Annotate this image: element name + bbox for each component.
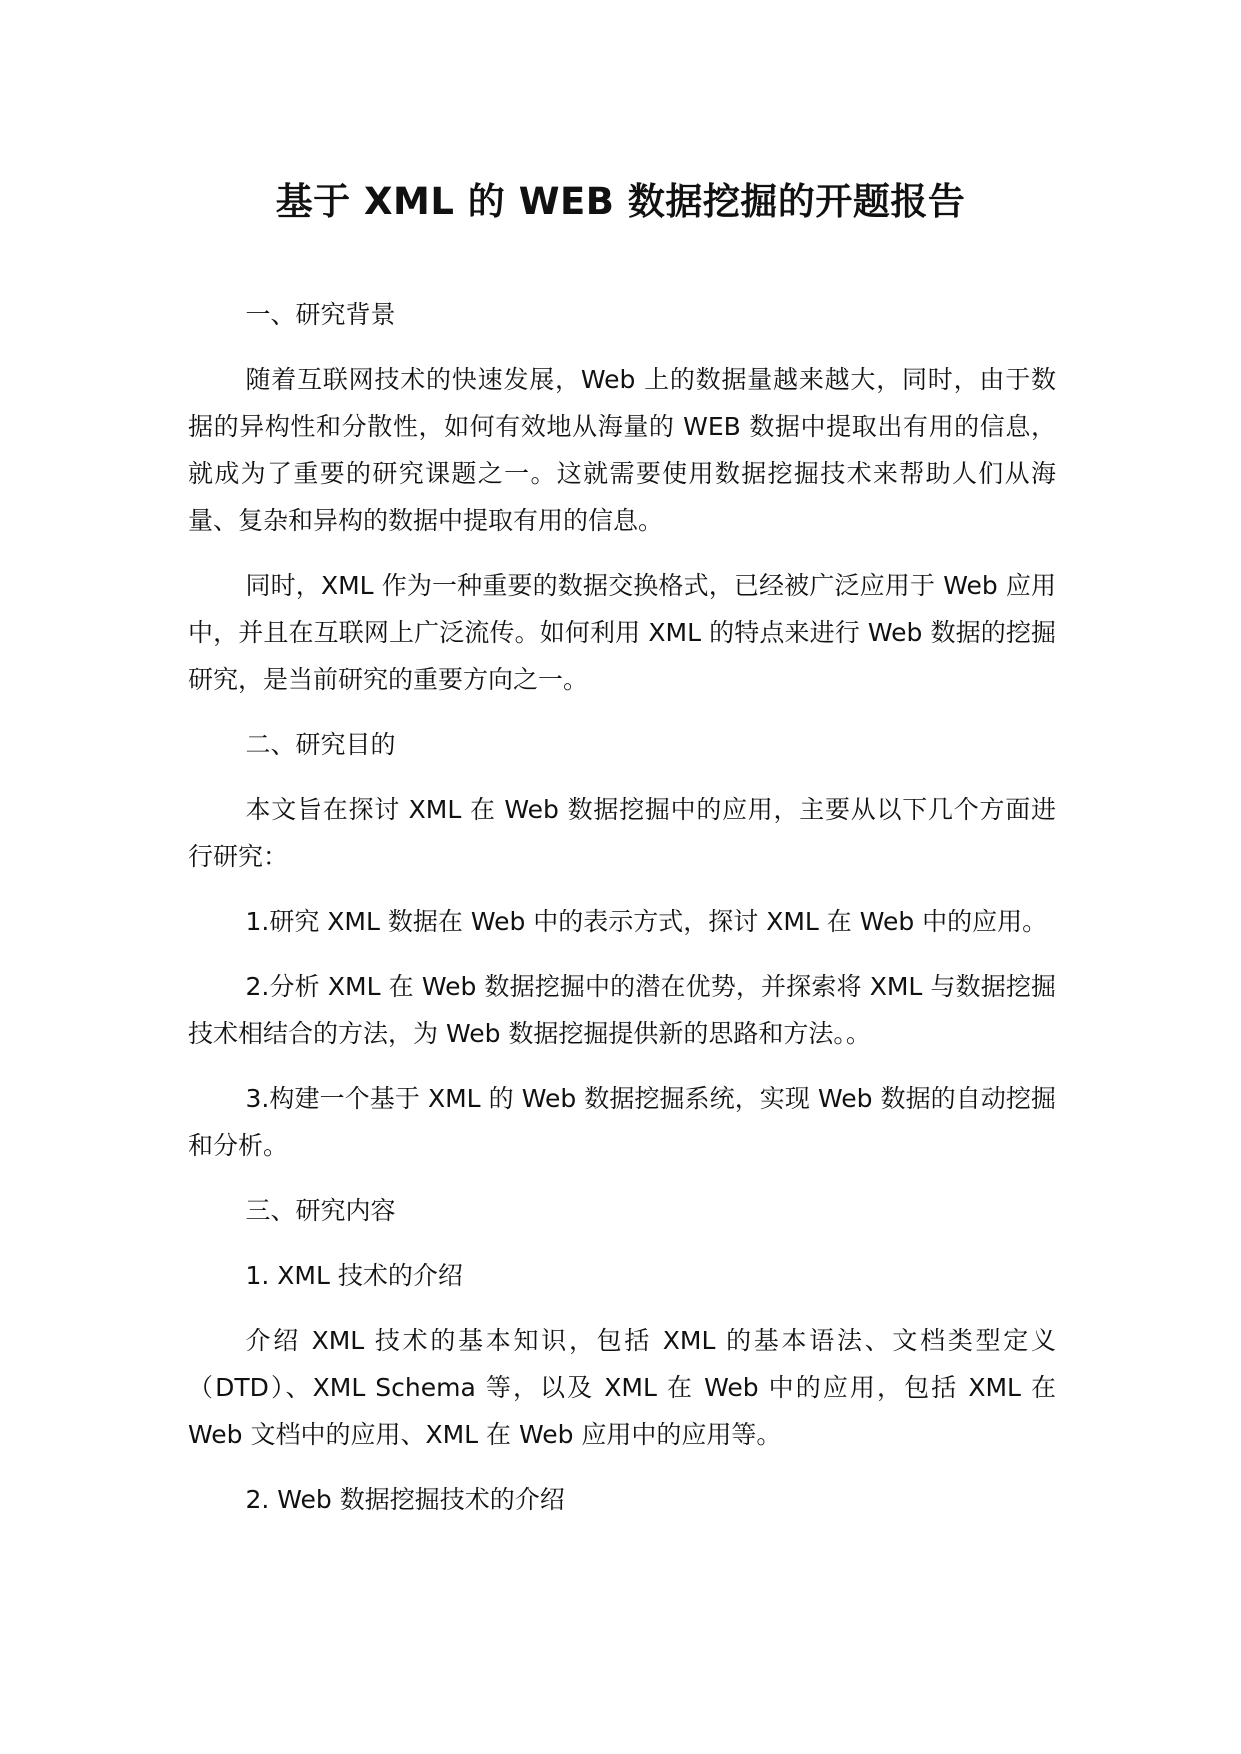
- document-body: [188, 291, 1056, 1541]
- paragraph-background-1: 随着互联网技术的快速发展，Web 上的数据量越来越大，同时，由于数据的异构性和分散性，如何有效地从海量的 WEB 数据中提取出有用的信息，就成为了重要的研究课题之一。这就需要使用数据挖掘技术来帮助人们从海量、复杂和异构的数据中提取有用的信息。: [188, 365, 1056, 535]
- section-heading-purpose: 二、研究目的: [245, 730, 396, 759]
- paragraph-purpose-item-1: 1.研究 XML 数据在 Web 中的表示方式，探讨 XML 在 Web 中的应用。: [245, 907, 1048, 936]
- paragraph-xml-intro: 介绍 XML 技术的基本知识，包括 XML 的基本语法、文档类型定义（DTD）、XML Schema 等，以及 XML 在 Web 中的应用，包括 XML 在 Web 文档中的应用、XML 在 Web 应用中的应用等。: [188, 1326, 1056, 1449]
- paragraph-purpose-intro: 本文旨在探讨 XML 在 Web 数据挖掘中的应用，主要从以下几个方面进行研究：: [188, 795, 1056, 871]
- section-heading-content: 三、研究内容: [245, 1196, 396, 1225]
- paragraph-purpose-item-2: 2.分析 XML 在 Web 数据挖掘中的潜在优势，并探索将 XML 与数据挖掘技术相结合的方法，为 Web 数据挖掘提供新的思路和方法。。: [188, 972, 1056, 1048]
- subsection-heading-web-mining: 2. Web 数据挖掘技术的介绍: [245, 1485, 565, 1514]
- section-heading-background: 一、研究背景: [245, 300, 396, 329]
- paragraph-purpose-item-3: 3.构建一个基于 XML 的 Web 数据挖掘系统，实现 Web 数据的自动挖掘和分析。: [188, 1084, 1056, 1160]
- paragraph-background-2: 同时，XML 作为一种重要的数据交换格式，已经被广泛应用于 Web 应用中，并且在互联网上广泛流传。如何利用 XML 的特点来进行 Web 数据的挖掘研究，是当前研究的重要方向之一。: [188, 571, 1056, 694]
- document-title: 基于 XML 的 WEB 数据挖掘的开题报告: [275, 180, 966, 223]
- subsection-heading-xml: 1. XML 技术的介绍: [245, 1261, 463, 1290]
